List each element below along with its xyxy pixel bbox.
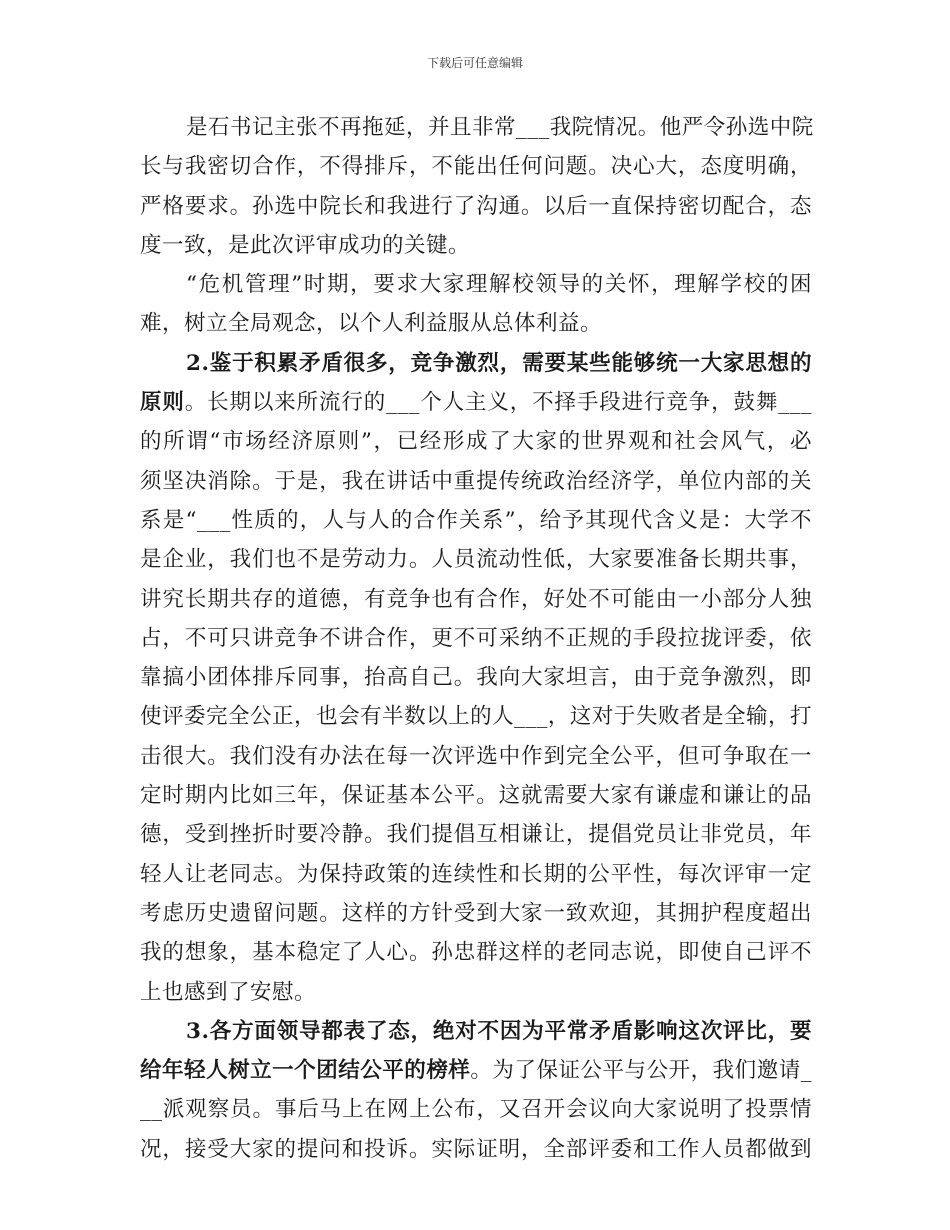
text-line: [140, 855, 812, 894]
text-line: [140, 697, 812, 736]
text-line: [140, 737, 812, 776]
text-segment: 击很大。我们没有办法在每一次评选中作到完全公平，但可争取在一: [140, 743, 812, 769]
bold-text-segment: 3.各方面领导都表了态，绝对不因为平常矛盾影响这次评比，要: [186, 1018, 812, 1044]
text-line: [140, 265, 812, 304]
text-line: [140, 304, 812, 343]
text-line: [140, 1012, 812, 1051]
text-segment: 。长期以来所流行的___个人主义，不择手段进行竞争，鼓舞___: [184, 390, 812, 416]
text-segment: 考虑历史遗留问题。这样的方针受到大家一致欢迎，其拥护程度超出: [140, 900, 812, 926]
text-segment: 是企业，我们也不是劳动力。人员流动性低，大家要准备长期共事，: [140, 547, 812, 573]
bold-text-segment: 原则: [140, 390, 185, 416]
text-segment: 讲究长期共存的道德，有竞争也有合作，好处不可能由一小部分人独: [140, 586, 812, 612]
page-header: 下载后可任意编辑: [426, 56, 523, 70]
text-segment: 难，树立全局观念，以个人利益服从总体利益。: [140, 311, 603, 337]
text-line: [140, 422, 812, 461]
text-line: [140, 540, 812, 579]
text-segment: 定时期内比如三年，保证基本公平。这就需要大家有谦虚和谦让的品: [140, 783, 812, 809]
text-segment: __派观察员。事后马上在网上公布，又召开会议向大家说明了投票情: [140, 1097, 812, 1123]
text-line: [140, 226, 812, 265]
text-line: [140, 776, 812, 815]
text-line: [140, 344, 812, 383]
text-segment: 系是“___性质的，人与人的合作关系”，给予其现代含义是：大学不: [140, 507, 812, 533]
text-line: [140, 815, 812, 854]
text-line: [140, 933, 812, 972]
text-line: [140, 1051, 812, 1090]
text-line: [140, 1090, 812, 1129]
text-segment: 我的想象，基本稳定了人心。孙忠群这样的老同志说，即使自己评不: [140, 940, 812, 966]
document-body: [140, 108, 812, 1169]
bold-text-segment: 2.鉴于积累矛盾很多，竞争激烈，需要某些能够统一大家思想的: [186, 350, 812, 376]
text-segment: “危机管理”时期，要求大家理解校领导的关怀，理解学校的困: [186, 272, 812, 298]
bold-text-segment: 给年轻人树立一个团结公平的榜样: [140, 1058, 471, 1084]
text-line: [140, 894, 812, 933]
text-line: [140, 658, 812, 697]
text-segment: 上也感到了安慰。: [140, 979, 317, 1005]
text-line: [140, 619, 812, 658]
text-segment: 占，不可只讲竞争不讲合作，更不可采纳不正规的手段拉拢评委，依: [140, 625, 812, 651]
text-segment: 轻人让老同志。为保持政策的连续性和长期的公平性，每次评审一定: [140, 861, 812, 887]
text-line: [140, 383, 812, 422]
text-segment: 严格要求。孙选中院长和我进行了沟通。以后一直保持密切配合，态: [140, 193, 812, 219]
text-line: [140, 147, 812, 186]
text-segment: 德，受到挫折时要冷静。我们提倡互相谦让，提倡党员让非党员，年: [140, 822, 812, 848]
text-segment: 使评委完全公正，也会有半数以上的人___，这对于失败者是全输，打: [140, 704, 812, 730]
text-segment: 须坚决消除。于是，我在讲话中重提传统政治经济学，单位内部的关: [140, 468, 812, 494]
text-line: [140, 462, 812, 501]
text-segment: 长与我密切合作，不得排斥，不能出任何问题。决心大，态度明确，: [140, 154, 812, 180]
text-segment: 况，接受大家的提问和投诉。实际证明，全部评委和工作人员都做到: [140, 1136, 812, 1162]
text-line: [140, 108, 812, 147]
text-line: [140, 973, 812, 1012]
text-line: [140, 1130, 812, 1169]
text-segment: 靠搞小团体排斥同事，抬高自己。我向大家坦言，由于竞争激烈，即: [140, 665, 812, 691]
text-segment: 。为了保证公平与公开，我们邀请_: [470, 1058, 812, 1084]
text-segment: 是石书记主张不再拖延，并且非常___我院情况。他严令孙选中院: [186, 115, 814, 140]
text-line: [140, 580, 812, 619]
text-segment: 度一致，是此次评审成功的关键。: [140, 232, 471, 258]
text-line: [140, 501, 812, 540]
text-segment: 的所谓“市场经济原则”，已经形成了大家的世界观和社会风气，必: [140, 429, 812, 455]
text-line: [140, 187, 812, 226]
